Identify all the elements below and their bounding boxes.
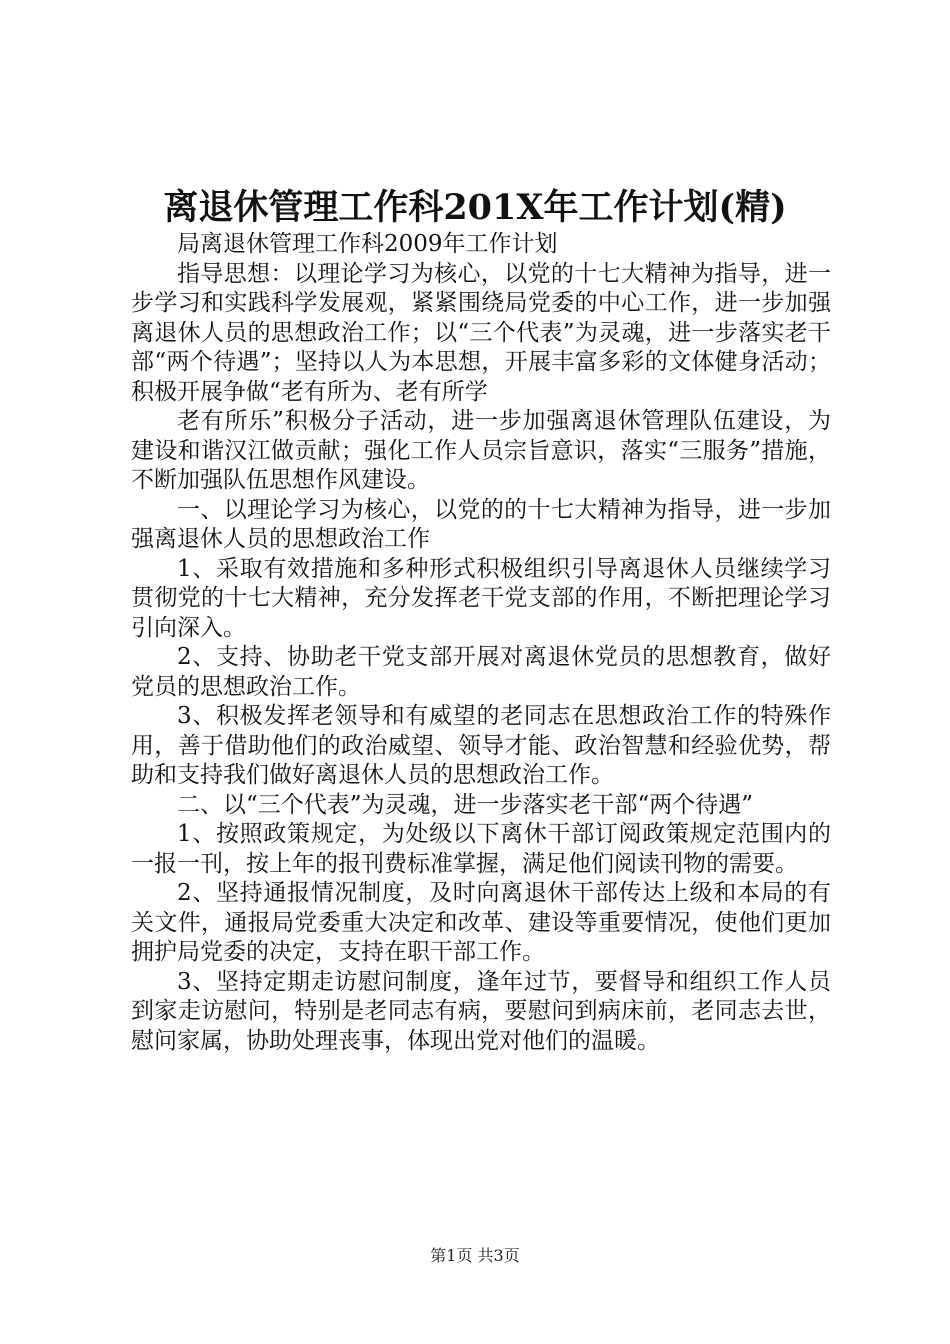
- page-number-footer: 第1页 共3页: [430, 1246, 520, 1265]
- paragraph-subtitle: 局离退休管理工作科2009年工作计划: [177, 231, 558, 257]
- document-body: [131, 230, 831, 1056]
- paragraph-guiding-ideology-cont: 老有所乐”积极分子活动，进一步加强离退休管理队伍建设，为建设和谐汉江做贡献；强化工作人员宗旨意识，落实“三服务”措施，不断加强队伍思想作风建设。: [131, 408, 831, 493]
- section-heading-1: 一、以理论学习为核心，以党的的十七大精神为指导，进一步加强离退休人员的思想政治工作: [131, 496, 831, 552]
- paragraph-2-2: 2、坚持通报情况制度，及时向离退休干部传达上级和本局的有关文件，通报局党委重大决定和改革、建设等重要情况，使他们更加拥护局党委的决定，支持在职干部工作。: [131, 880, 831, 965]
- paragraph-2-3: 3、坚持定期走访慰问制度，逢年过节，要督导和组织工作人员到家走访慰问，特别是老同志有病，要慰问到病床前，老同志去世，慰问家属，协助处理丧事，体现出党对他们的温暖。: [131, 968, 831, 1054]
- paragraph-1-2: 2、支持、协助老干党支部开展对离退休党员的思想教育，做好党员的思想政治工作。: [131, 644, 831, 700]
- document-title: 离退休管理工作科201X年工作计划(精): [163, 187, 787, 228]
- paragraph-1-3: 3、积极发挥老领导和有威望的老同志在思想政治工作的特殊作用，善于借助他们的政治威望、领导才能、政治智慧和经验优势，帮助和支持我们做好离退休人员的思想政治工作。: [131, 703, 831, 788]
- paragraph-guiding-ideology: 指导思想：以理论学习为核心，以党的十七大精神为指导，进一步学习和实践科学发展观，紧紧围绕局党委的中心工作，进一步加强离退休人员的思想政治工作；以“三个代表”为灵魂，进一步落实老干部“两个待遇”；坚持以人为本思想，开展丰富多彩的文体健身活动；积极开展争做“老有所为、老有所学: [131, 260, 831, 405]
- paragraph-1-1: 1、采取有效措施和多种形式积极组织引导离退休人员继续学习贯彻党的十七大精神，充分发挥老干党支部的作用，不断把理论学习引向深入。: [131, 555, 831, 641]
- paragraph-2-1: 1、按照政策规定，为处级以下离休干部订阅政策规定范围内的一报一刊，按上年的报刊费标准掌握，满足他们阅读刊物的需要。: [131, 821, 831, 877]
- section-heading-2: 二、以“三个代表”为灵魂，进一步落实老干部“两个待遇”: [177, 791, 754, 818]
